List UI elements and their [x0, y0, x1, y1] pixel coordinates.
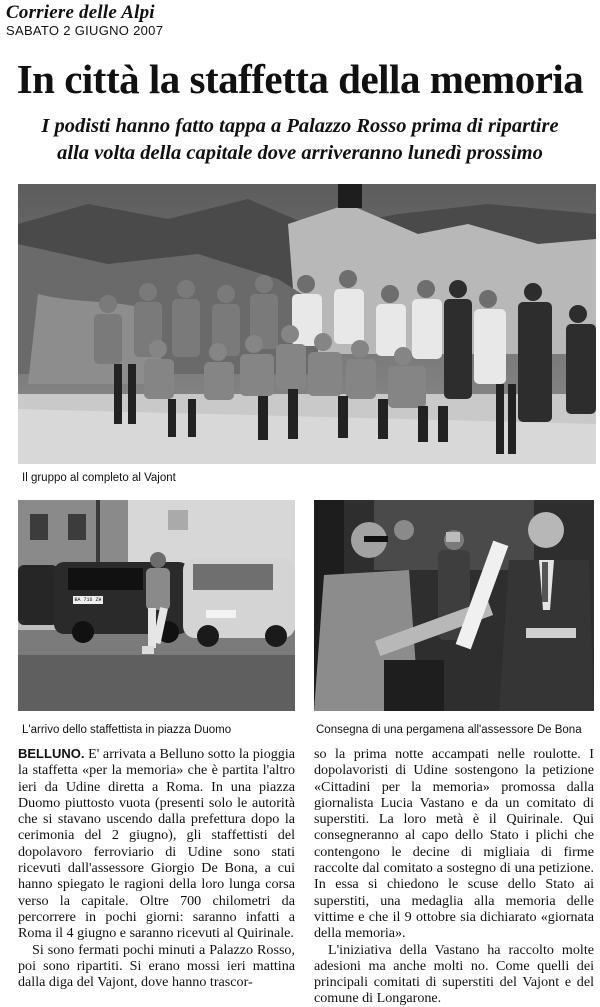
group-photo: [18, 184, 596, 464]
article-paragraph: [18, 746, 295, 942]
ceremony-photo-caption: Consegna di una pergamena all'assessore De Bona: [316, 724, 582, 736]
article-paragraph: L'iniziativa della Vastano ha raccolto molte adesioni ma anche molti no. Come quelli dei principali comitati di superstiti del Vajont e del comune di Longarone.: [314, 941, 594, 1007]
newspaper-name: Corriere delle Alpi: [6, 2, 155, 23]
article-column-2: [314, 746, 594, 1007]
article-paragraph: Si sono fermati pochi minuti a Palazzo Rosso, poi sono ripartiti. Si erano mossi ieri mattina dalla diga del Vajont, dove hanno trascor-: [18, 941, 295, 991]
subheadline: [0, 113, 600, 167]
subheadline-line-2: alla volta della capitale dove arriveranno lunedì prossimo: [57, 142, 543, 164]
runner-photo: [18, 500, 295, 711]
article-paragraph: so la prima notte accampati nelle roulotte. I dopolavoristi di Udine sostengono la petizione «Cittadini per la memoria» promossa dalla giornalista Lucia Vastano e da un comitato di superstiti. La loro metà è il Quirinale. Qui consegneranno al capo dello Stato i plichi che contengono le decine di migliaia di firme raccolte dal comitato a sostegno di una petizione. In essa si chiedono le scuse dello Stato ai superstiti, una medaglia alla memoria delle vittime e che il 9 ottobre sia dichiarato «giornata della memoria».: [314, 746, 594, 942]
subheadline-line-1: I podisti hanno fatto tappa a Palazzo Rosso prima di ripartire: [41, 115, 559, 137]
article-text: E' arrivata a Belluno sotto la pioggia la staffetta «per la memoria» che è partita l'altro ieri da Udine diretta a Roma. In una piazza Duomo piuttosto vuota (presenti solo le autorità che si stavano uscendo dalla prefettura dopo la cerimonia del 2 giugno), gli staffettisti del dopolavoro ferroviario di Udine sono stati ricevuti dall'assessore Giorgio De Bona, a cui hanno spiegato le ragioni della loro lunga corsa verso la capitale. Oltre 700 chilometri da percorrere in pochi giorni: saranno infatti a Roma il 4 giugno e saranno ricevuti al Quirinale.: [18, 746, 296, 942]
dateline: BELLUNO.: [18, 746, 85, 761]
article-column-1: [18, 746, 295, 990]
publication-date: SABATO 2 GIUGNO 2007: [6, 23, 164, 38]
ceremony-photo: [314, 500, 594, 711]
group-photo-caption: Il gruppo al completo al Vajont: [22, 472, 176, 484]
license-plate-text: BA 716 ZH: [74, 597, 102, 603]
headline: In città la staffetta della memoria: [16, 56, 584, 102]
runner-photo-caption: L'arrivo dello staffettista in piazza Duomo: [22, 724, 232, 736]
